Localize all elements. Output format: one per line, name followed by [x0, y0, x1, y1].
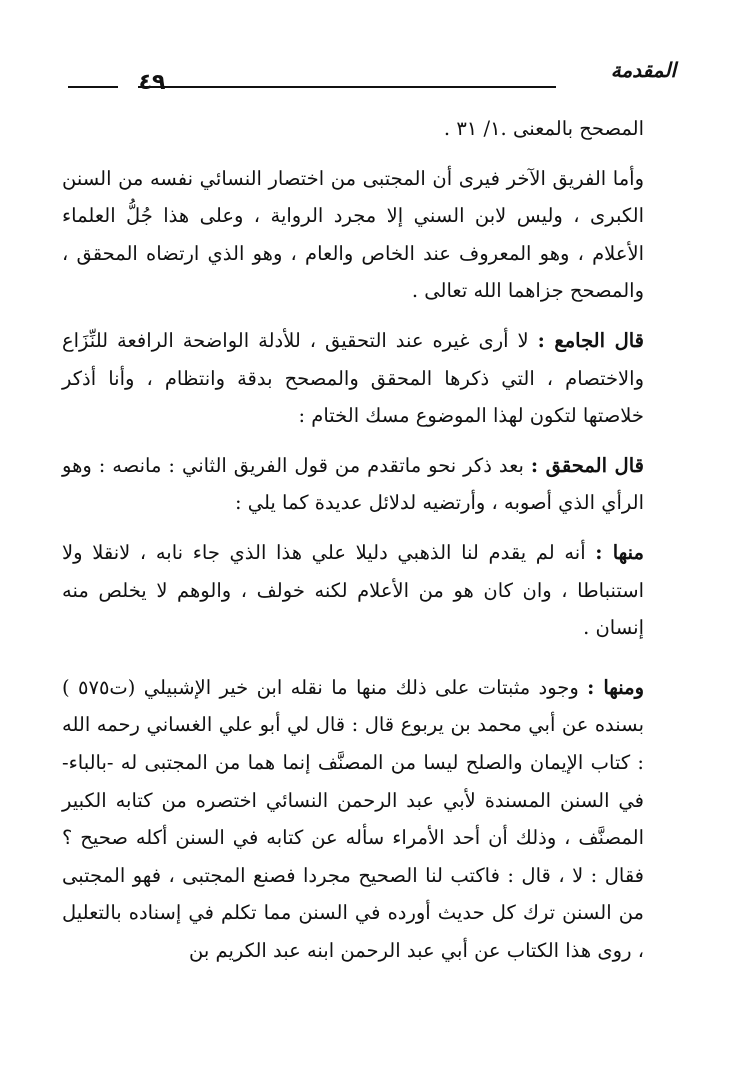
paragraph-lead: قال المحقق :: [530, 453, 644, 477]
paragraph-text: المصحح بالمعنى .١/ ٣١ .: [443, 117, 644, 140]
page-body: [62, 110, 644, 969]
paragraph: [62, 447, 644, 522]
paragraph-lead: ومنها :: [587, 675, 645, 699]
paragraph-text: أنه لم يقدم لنا الذهبي دليلا علي هذا الذي جاء نابه ، لانقلا ولا استنباطا ، وان كان هو من الأعلام لكنه خولف ، والوهم لا يخلص منه إنسان .: [62, 540, 644, 640]
paragraph: [62, 534, 644, 647]
header-rule-left: [68, 86, 118, 88]
paragraph-lead: منها :: [595, 540, 644, 564]
paragraph: [62, 110, 644, 148]
paragraph-lead: قال الجامع :: [537, 328, 644, 352]
header-rule: [138, 86, 556, 88]
paragraph-text: بعد ذكر نحو ماتقدم من قول الفريق الثاني : مانصه : وهو الرأي الذي أصوبه ، وأرتضيه لدلائل عديدة كما يلي :: [62, 453, 644, 515]
chapter-title: المقدمة: [610, 58, 676, 82]
paragraph-text: لا أرى غيره عند التحقيق ، للأدلة الواضحة الرافعة للنِّزَاع والاختصام ، التي ذكرها المحقق والمصحح بدقة وانتظام ، وأنا أذكر خلاصتها لتكون لهذا الموضوع مسك الختام :: [62, 328, 644, 428]
paragraph: [62, 160, 644, 310]
paragraph-text: وجود مثبتات على ذلك منها ما نقله ابن خير الإشبيلي (ت٥٧٥ ) بسنده عن أبي محمد بن يربوع قال : قال لي أبو علي الغساني رحمه الله : كتاب الإيمان والصلح ليسا من المصنَّف إنما هما من المجتبى له -بالباء- في السنن المسندة لأبي عبد الرحمن النسائي اختصره من كتابه الكبير المصنَّف ، وذلك أن أحد الأمراء سأله عن كتابه في السنن أكله صحيح ؟ فقال : لا ، قال : فاكتب لنا الصحيح مجردا فصنع المجتبى ، فهو المجتبى من السنن ترك كل حديث أورده في السنن مما تكلم في إسناده بالتعليل ، روى هذا الكتاب عن أبي عبد الرحمن ابنه عبد الكريم بن: [62, 675, 644, 962]
paragraph: [62, 322, 644, 435]
paragraph: [62, 669, 644, 970]
page-header: [68, 58, 676, 98]
paragraph-text: وأما الفريق الآخر فيرى أن المجتبى من اختصار النسائي نفسه من السنن الكبرى ، وليس لابن السني إلا مجرد الرواية ، وعلى هذا جُلُّ العلماء الأعلام ، وهو المعروف عند الخاص والعام ، وهو الذي ارتضاه المحقق ، والمصحح جزاهما الله تعالى .: [62, 166, 644, 303]
page-number: ٤٩: [138, 70, 166, 95]
